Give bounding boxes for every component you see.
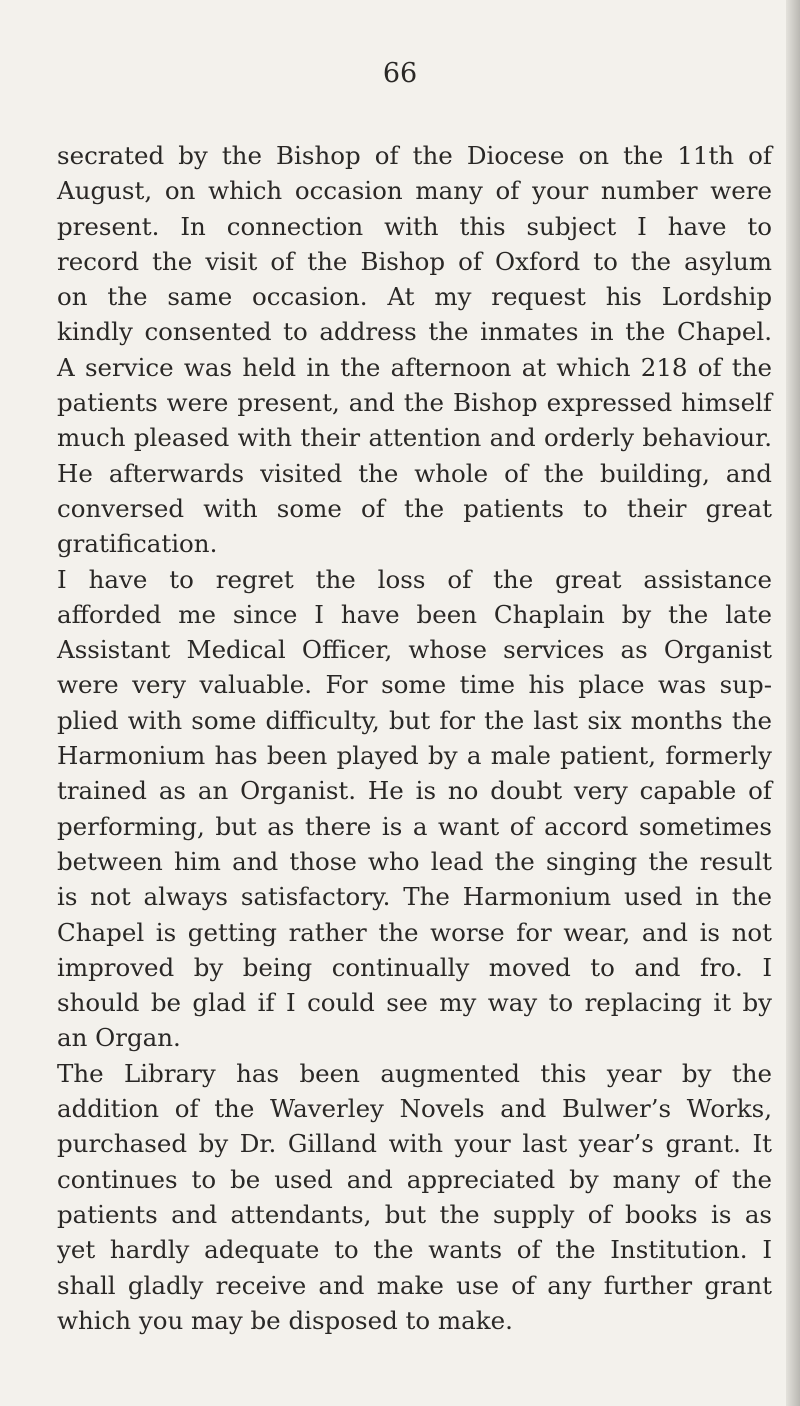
page-edge-shadow <box>786 0 800 1406</box>
text-line: patients were present, and the Bishop expressed himself <box>57 388 772 418</box>
text-line: present. In connection with this subject I have to <box>57 211 772 241</box>
text-line: A service was held in the afternoon at which 218 of the <box>57 352 772 382</box>
text-line: improved by being continually moved to and fro. I <box>57 952 772 982</box>
text-line: should be glad if I could see my way to replacing it by <box>57 988 772 1018</box>
text-line: shall gladly receive and make use of any further grant <box>57 1270 772 1300</box>
text-line: record the visit of the Bishop of Oxford to the asylum <box>57 246 772 276</box>
text-line: on the same occasion. At my request his Lordship <box>57 282 772 312</box>
text-line: is not always satisfactory. The Harmonium used in the <box>57 882 772 912</box>
text-line: kindly consented to address the inmates in the Chapel. <box>57 317 772 347</box>
text-line: gratification. <box>57 529 218 559</box>
text-line: plied with some difficulty, but for the last six months the <box>57 705 772 735</box>
text-line: addition of the Waverley Novels and Bulwer’s Works, <box>57 1094 772 1124</box>
text-line: between him and those who lead the singing the result <box>57 846 772 876</box>
text-line: secrated by the Bishop of the Diocese on the 11th of <box>57 141 772 170</box>
text-line: He afterwards visited the whole of the building, and <box>57 458 772 488</box>
text-line: patients and attendants, but the supply of books is as <box>57 1199 772 1229</box>
text-line: yet hardly adequate to the wants of the Institution. I <box>57 1235 772 1265</box>
text-line: continues to be used and appreciated by many of the <box>57 1164 772 1194</box>
text-line: I have to regret the loss of the great assistance <box>57 564 772 594</box>
text-line: an Organ. <box>57 1023 181 1053</box>
text-line: Assistant Medical Officer, whose services as Organist <box>57 635 772 665</box>
text-line: The Library has been augmented this year by the <box>57 1058 772 1088</box>
text-line: much pleased with their attention and orderly behaviour. <box>57 423 772 453</box>
text-line: trained as an Organist. He is no doubt very capable of <box>57 776 772 806</box>
page-number: 66 <box>382 58 418 89</box>
text-line: Harmonium has been played by a male patient, formerly <box>57 741 772 771</box>
text-line: conversed with some of the patients to their great <box>57 493 772 523</box>
text-line: were very valuable. For some time his place was sup- <box>57 670 772 700</box>
text-line: afforded me since I have been Chaplain by the late <box>57 599 772 629</box>
text-line: purchased by Dr. Gilland with your last year’s grant. It <box>57 1129 772 1159</box>
text-line: Chapel is getting rather the worse for wear, and is not <box>57 917 772 947</box>
text-line: which you may be disposed to make. <box>57 1305 513 1335</box>
body-text <box>57 138 772 1338</box>
text-line: performing, but as there is a want of accord sometimes <box>57 811 772 841</box>
text-line: August, on which occasion many of your number were <box>57 176 772 206</box>
